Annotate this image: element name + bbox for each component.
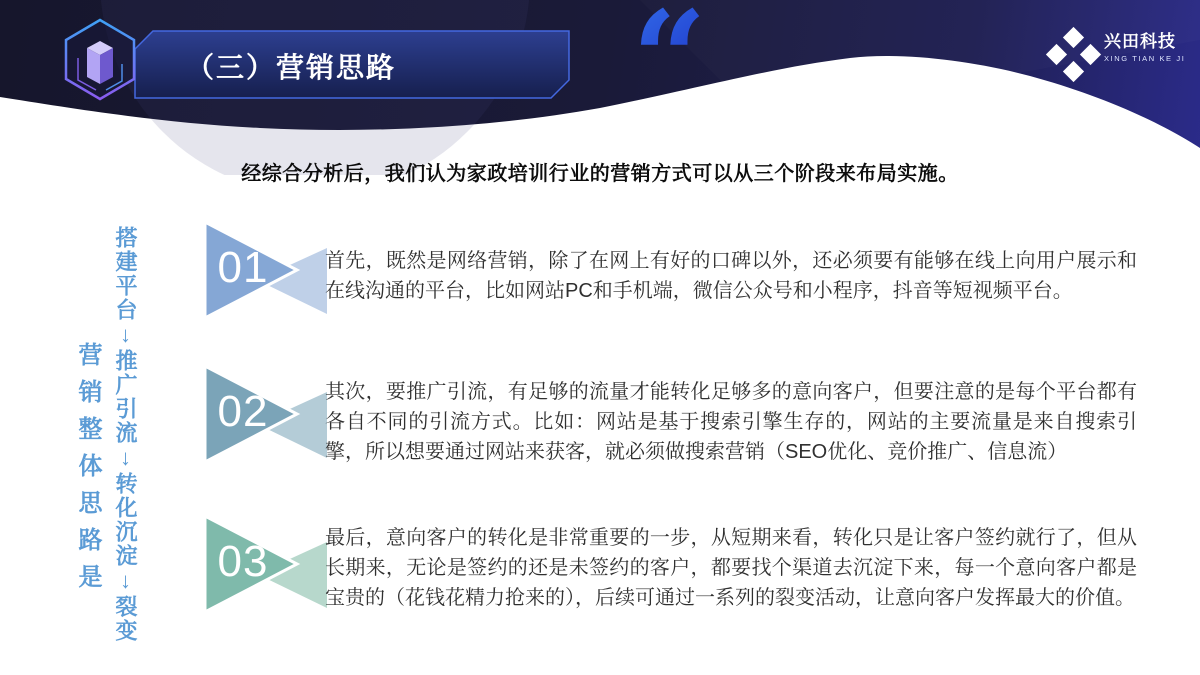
side-label-flow: 搭建平台↓推广引流↓转化沉淀↓裂变	[113, 226, 138, 643]
step-marker-01	[205, 222, 333, 318]
company-subname: XING TIAN KE JI	[1104, 53, 1186, 63]
company-name: 兴田科技	[1104, 32, 1176, 51]
side-label-main: 营销整体思路是	[74, 342, 101, 601]
double-quote-icon: “	[632, 0, 707, 135]
step-paragraph-01: 首先，既然是网络营销，除了在网上有好的口碑以外，还必须要有能够在线上向用户展示和在线沟通的平台，比如网站PC和手机端，微信公众号和小程序，抖音等短视频平台。	[325, 250, 1137, 302]
page-title: （三）营销思路	[186, 52, 397, 83]
company-logo	[1104, 33, 1185, 63]
step-number: 03	[217, 537, 269, 586]
step-number: 02	[217, 387, 269, 436]
step-number: 01	[217, 243, 269, 292]
header-band	[0, 0, 1200, 175]
intro-text: 经综合分析后，我们认为家政培训行业的营销方式可以从三个阶段来布局实施。	[241, 163, 959, 185]
step-marker-03	[205, 516, 333, 612]
step-paragraph-02: 其次，要推广引流，有足够的流量才能转化足够多的意向客户，但要注意的是每个平台都有各自不同的引流方式。比如：网站是基于搜索引擎生存的，网站的主要流量是来自搜索引擎，所以想要通过网站来获客，就必须做搜索营销（SEO优化、竞价推广、信息流）	[325, 381, 1137, 463]
step-marker-02	[205, 366, 333, 462]
step-paragraph-03: 最后，意向客户的转化是非常重要的一步，从短期来看，转化只是让客户签约就行了，但从长期来，无论是签约的还是未签约的客户，都要找个渠道去沉淀下来，每一个意向客户都是宝贵的（花钱花精力抢来的），后续可通过一系列的裂变活动，让意向客户发挥最大的价值。	[325, 527, 1137, 609]
